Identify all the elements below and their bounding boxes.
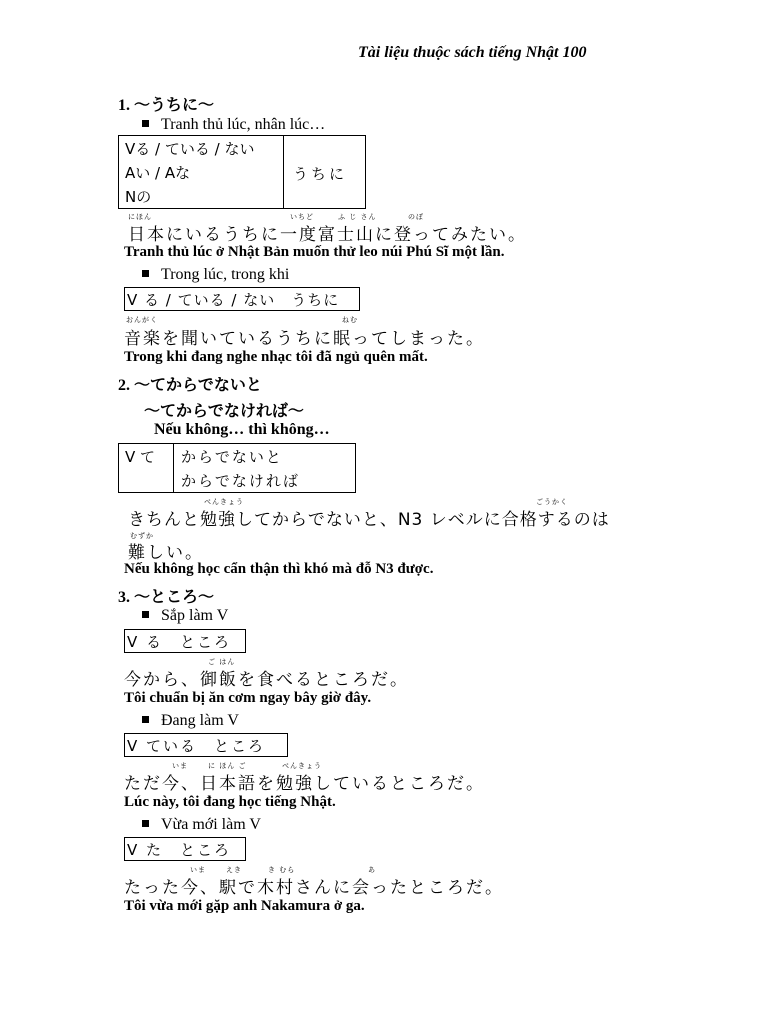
example-sentence: 日本にいるうちに一度富士山に登ってみたい。 bbox=[128, 225, 527, 245]
bullet-icon bbox=[142, 716, 149, 723]
document-header: Tài liệu thuộc sách tiếng Nhật 100 bbox=[358, 44, 587, 61]
section-3-bullet-3: Vừa mới làm V bbox=[142, 816, 261, 834]
section-3-bullet-2: Đang làm V bbox=[142, 712, 239, 730]
section-1-bullet-2: Trong lúc, trong khi bbox=[142, 266, 289, 284]
translation: Nếu không học cẩn thận thì khó mà đỗ N3 được. bbox=[124, 561, 434, 577]
pattern-box-1 bbox=[118, 135, 366, 209]
pattern-cell: からでないと bbox=[181, 448, 283, 466]
section-2-heading: 2. ～てからでないと bbox=[118, 377, 262, 394]
pattern-cell: うちに bbox=[293, 165, 348, 183]
furigana: むずか bbox=[130, 532, 154, 540]
example-sentence: 今から、御飯を食べるところだ。 bbox=[124, 670, 409, 690]
example-sentence: ただ今、日本語を勉強しているところだ。 bbox=[124, 774, 485, 794]
furigana: いま bbox=[172, 762, 188, 770]
box-divider bbox=[173, 444, 174, 492]
section-3-heading: 3. ～ところ～ bbox=[118, 589, 215, 606]
furigana: おんがく bbox=[126, 316, 158, 324]
example-sentence-continued: 難しい。 bbox=[128, 543, 204, 563]
translation: Trong khi đang nghe nhạc tôi đã ngủ quên mất. bbox=[124, 349, 428, 365]
translation: Tôi vừa mới gặp anh Nakamura ở ga. bbox=[124, 898, 365, 914]
pattern-cell: V た ところ bbox=[127, 841, 232, 859]
furigana: にほん bbox=[128, 213, 152, 221]
furigana: に ほん ご bbox=[208, 762, 247, 770]
pattern-box-6 bbox=[124, 837, 246, 861]
furigana: ふ じ さん bbox=[338, 213, 377, 221]
section-1-heading: 1. ～うちに～ bbox=[118, 97, 215, 114]
furigana: あ bbox=[368, 866, 376, 874]
pattern-box-3 bbox=[118, 443, 356, 493]
section-3-bullet-1: Sắp làm V bbox=[142, 607, 228, 625]
pattern-cell: からでなければ bbox=[181, 472, 300, 490]
furigana: ご はん bbox=[208, 658, 236, 666]
translation: Lúc này, tôi đang học tiếng Nhật. bbox=[124, 794, 336, 810]
pattern-cell: V ている ところ bbox=[127, 737, 266, 755]
bullet-icon bbox=[142, 820, 149, 827]
section-2-meaning: Nếu không… thì không… bbox=[154, 421, 330, 438]
bullet-icon bbox=[142, 270, 149, 277]
example-sentence: きちんと勉強してからでないと、N3 レベルに合格するのは bbox=[128, 510, 610, 530]
furigana: べんきょう bbox=[204, 498, 244, 506]
bullet-icon bbox=[142, 611, 149, 618]
pattern-box-4 bbox=[124, 629, 246, 653]
bullet-icon bbox=[142, 120, 149, 127]
pattern-box-2 bbox=[124, 287, 360, 311]
box-divider bbox=[283, 136, 284, 208]
pattern-cell: Aい / Aな bbox=[125, 164, 191, 182]
furigana: べんきょう bbox=[282, 762, 322, 770]
furigana: ねむ bbox=[342, 316, 358, 324]
pattern-cell: V る ところ bbox=[127, 633, 232, 651]
translation: Tôi chuẩn bị ăn cơm ngay bây giờ đây. bbox=[124, 690, 372, 706]
furigana: ごうかく bbox=[536, 498, 568, 506]
furigana: き むら bbox=[268, 866, 296, 874]
furigana: えき bbox=[226, 866, 242, 874]
furigana: のぼ bbox=[408, 213, 424, 221]
pattern-cell: Nの bbox=[125, 188, 152, 206]
pattern-box-5 bbox=[124, 733, 288, 757]
translation: Tranh thủ lúc ở Nhật Bản muốn thử leo núi Phú Sĩ một lần. bbox=[124, 244, 505, 260]
furigana: いちど bbox=[290, 213, 314, 221]
pattern-cell: V る / ている / ない うちに bbox=[127, 291, 340, 309]
furigana: いま bbox=[190, 866, 206, 874]
pattern-cell: Vる / ている / ない bbox=[125, 140, 255, 158]
section-2-heading-alt: ～てからでなければ～ bbox=[144, 403, 304, 420]
pattern-cell: V て bbox=[125, 448, 156, 466]
example-sentence: たった今、駅で木村さんに会ったところだ。 bbox=[124, 878, 504, 898]
example-sentence: 音楽を聞いているうちに眠ってしまった。 bbox=[124, 329, 485, 349]
section-1-bullet-1: Tranh thủ lúc, nhân lúc… bbox=[142, 116, 325, 134]
